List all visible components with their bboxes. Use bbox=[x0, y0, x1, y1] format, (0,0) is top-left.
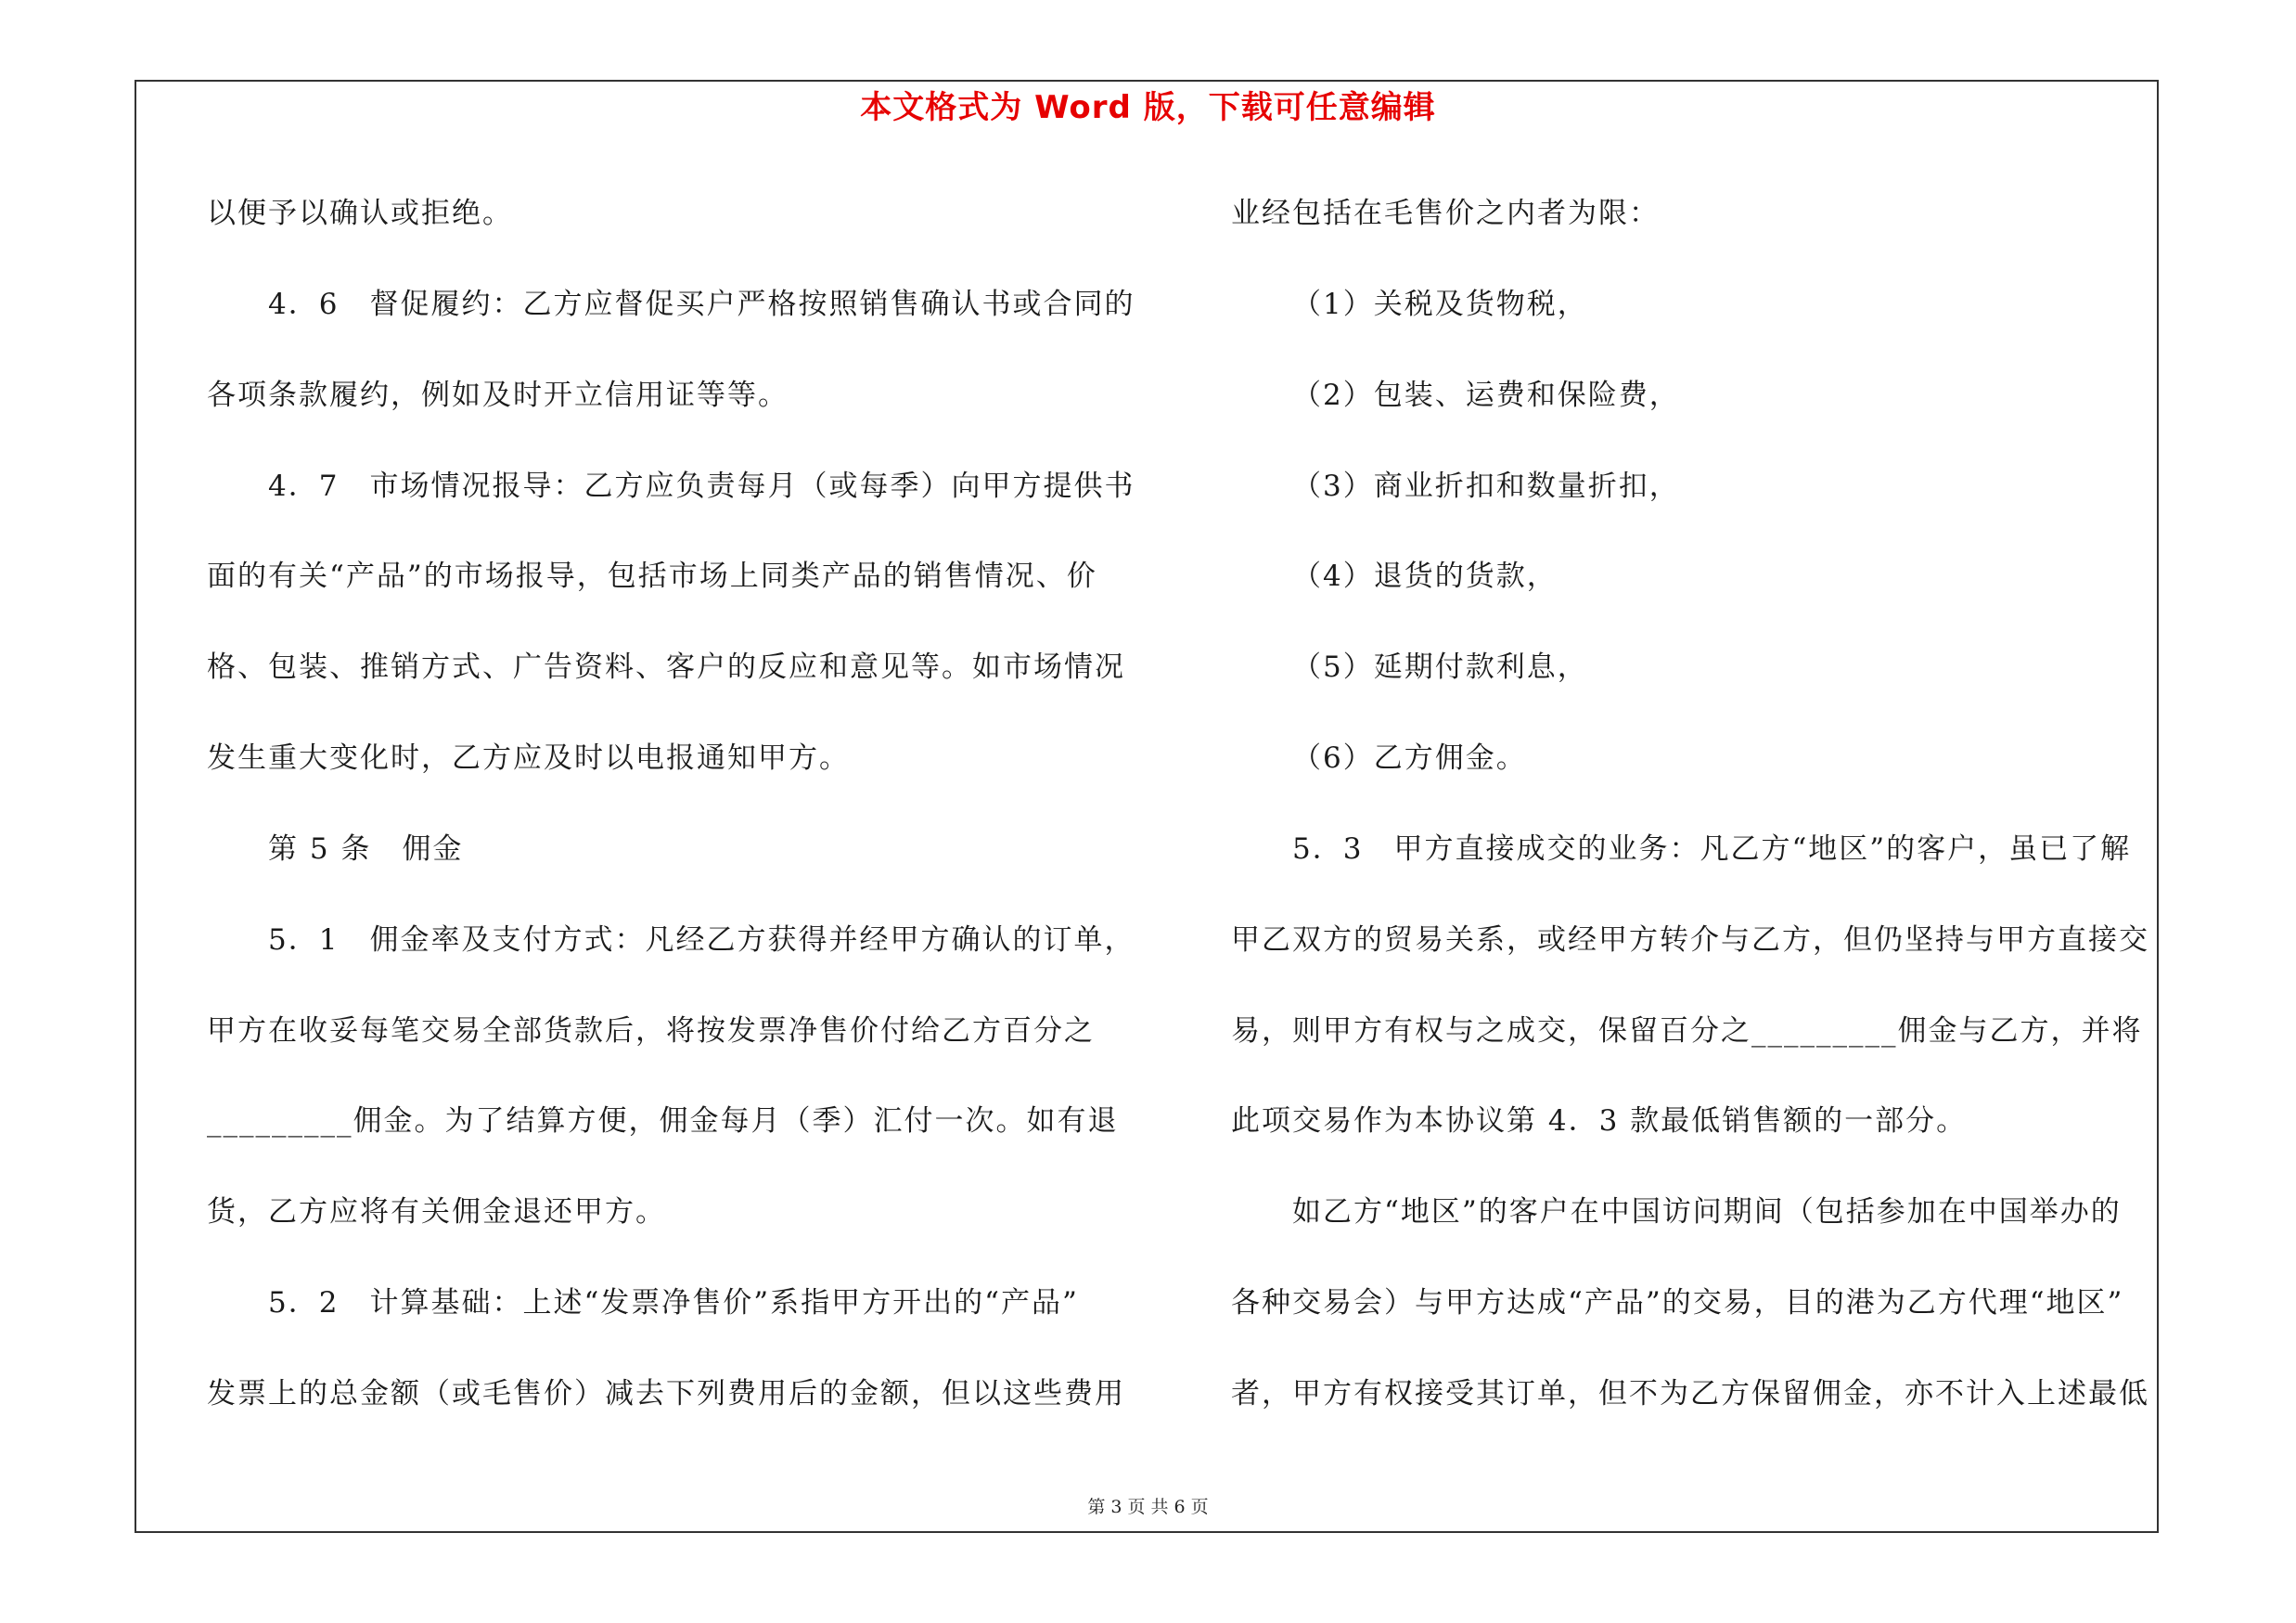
paragraph-line: 格、包装、推销方式、广告资料、客户的反应和意见等。如市场情况 bbox=[207, 650, 1125, 684]
paragraph-line: 易，则甲方有权与之成交，保留百分之_________佣金与乙方，并将 bbox=[1231, 1014, 2143, 1048]
paragraph-line: 以便予以确认或拒绝。 bbox=[207, 197, 513, 230]
paragraph-line: 发票上的总金额（或毛售价）减去下列费用后的金额，但以这些费用 bbox=[207, 1377, 1125, 1410]
paragraph-line: 4．6 督促履约：乙方应督促买户严格按照销售确认书或合同的 bbox=[268, 288, 1135, 321]
list-item: （5）延期付款利息， bbox=[1292, 650, 1588, 684]
paragraph-line: 货，乙方应将有关佣金退还甲方。 bbox=[207, 1195, 666, 1229]
paragraph-line: 5．1 佣金率及支付方式：凡经乙方获得并经甲方确认的订单， bbox=[268, 923, 1135, 957]
paragraph-line: 发生重大变化时，乙方应及时以电报通知甲方。 bbox=[207, 741, 850, 775]
paragraph-line: 各种交易会）与甲方达成“产品”的交易，目的港为乙方代理“地区” bbox=[1231, 1286, 2124, 1320]
page-number-footer: 第 3 页 共 6 页 bbox=[1087, 1497, 1209, 1517]
list-item: （6）乙方佣金。 bbox=[1292, 741, 1527, 775]
paragraph-line: 甲方在收妥每笔交易全部货款后，将按发票净售价付给乙方百分之 bbox=[207, 1014, 1095, 1048]
paragraph-line: 4．7 市场情况报导：乙方应负责每月（或每季）向甲方提供书 bbox=[268, 470, 1135, 503]
list-item: （1）关税及货物税， bbox=[1292, 288, 1588, 321]
paragraph-line: 者，甲方有权接受其订单，但不为乙方保留佣金，亦不计入上述最低 bbox=[1231, 1377, 2149, 1410]
paragraph-line: 5．3 甲方直接成交的业务：凡乙方“地区”的客户，虽已了解 bbox=[1292, 832, 2132, 866]
paragraph-line: 业经包括在毛售价之内者为限： bbox=[1231, 197, 1660, 230]
paragraph-line: 5．2 计算基础：上述“发票净售价”系指甲方开出的“产品” bbox=[268, 1286, 1079, 1320]
paragraph-line: 甲乙双方的贸易关系，或经甲方转介与乙方，但仍坚持与甲方直接交 bbox=[1231, 923, 2149, 957]
list-item: （3）商业折扣和数量折扣， bbox=[1292, 470, 1680, 503]
paragraph-line: 各项条款履约，例如及时开立信用证等等。 bbox=[207, 379, 789, 412]
list-item: （4）退货的货款， bbox=[1292, 560, 1558, 593]
section-heading: 第 5 条 佣金 bbox=[268, 832, 464, 866]
list-item: （2）包装、运费和保险费， bbox=[1292, 379, 1680, 412]
paragraph-line: 面的有关“产品”的市场报导，包括市场上同类产品的销售情况、价 bbox=[207, 560, 1097, 593]
header-banner: 本文格式为 Word 版，下载可任意编辑 bbox=[860, 89, 1436, 126]
paragraph-line: _________佣金。为了结算方便，佣金每月（季）汇付一次。如有退 bbox=[207, 1104, 1119, 1138]
paragraph-line: 如乙方“地区”的客户在中国访问期间（包括参加在中国举办的 bbox=[1292, 1195, 2122, 1229]
paragraph-line: 此项交易作为本协议第 4．3 款最低销售额的一部分。 bbox=[1231, 1104, 1968, 1138]
